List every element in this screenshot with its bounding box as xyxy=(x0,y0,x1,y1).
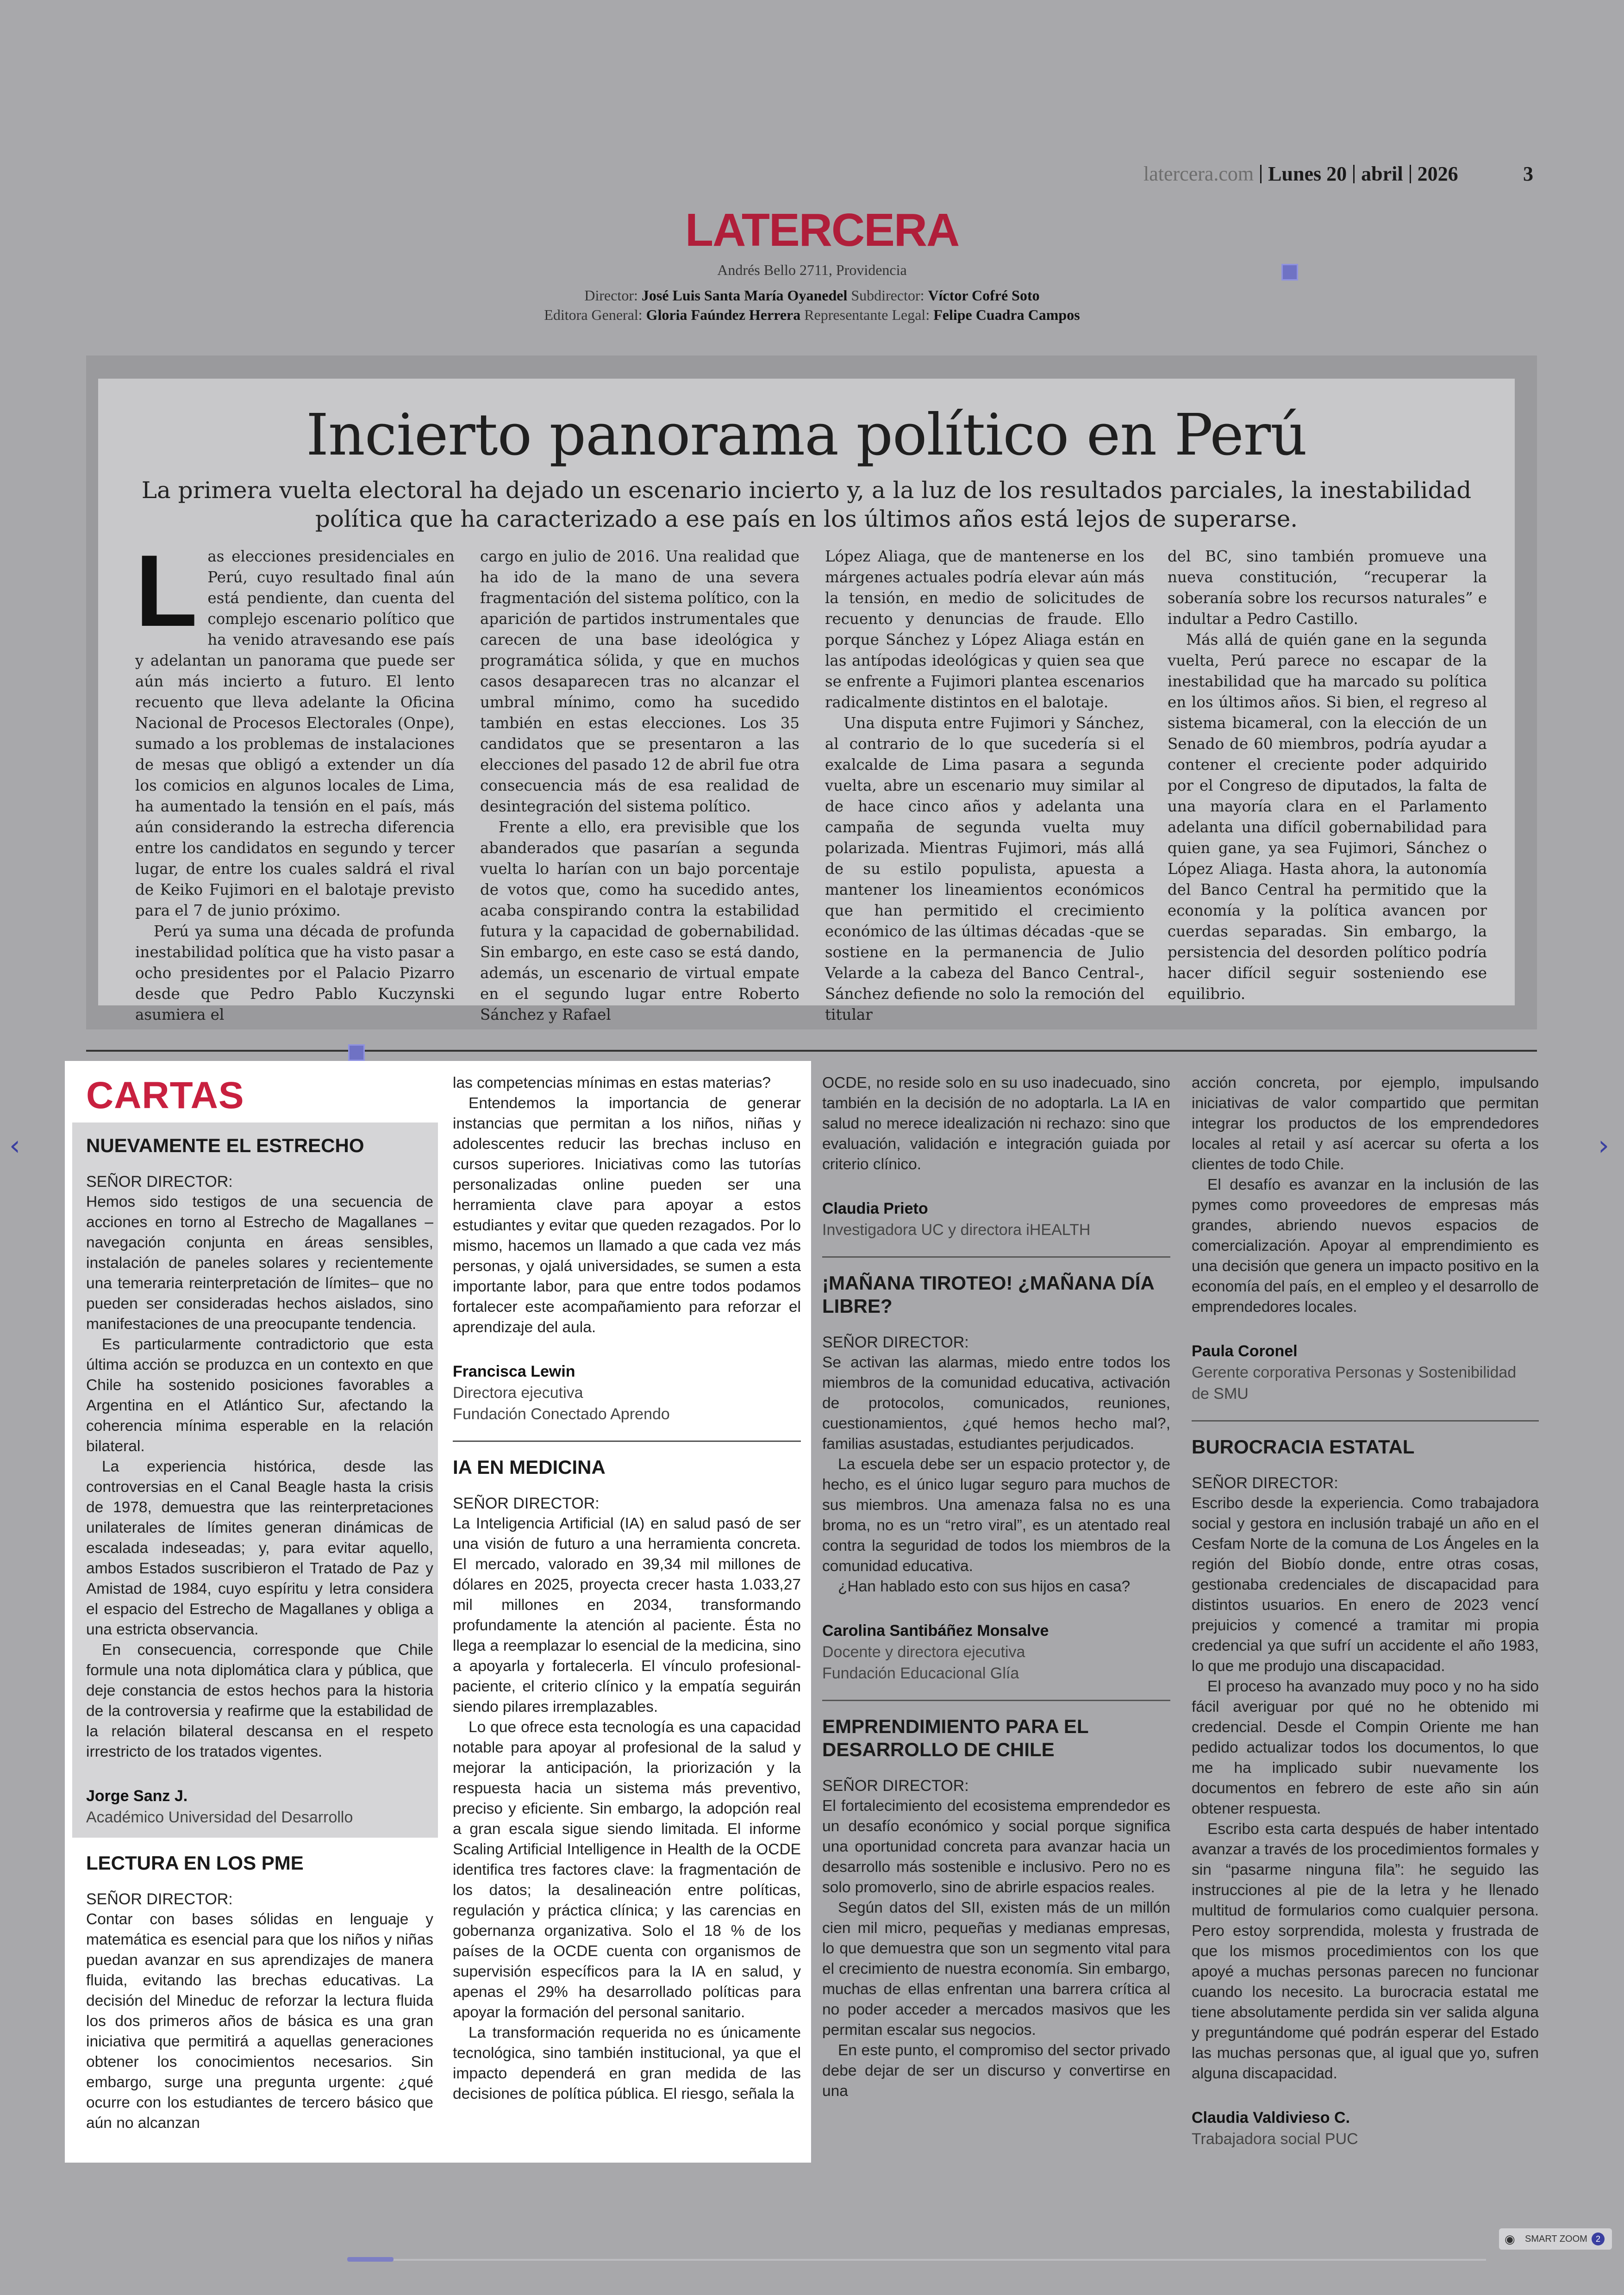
page-number: 3 xyxy=(1523,162,1533,185)
editora-name: Gloria Faúndez Herrera xyxy=(646,306,801,323)
letter-title: EMPRENDIMIENTO PARA EL DESARROLLO DE CHILE xyxy=(822,1715,1088,1760)
letter-body: La Inteligencia Artificial (IA) en salud pasó de ser una visión de futuro a una herramienta concreta. El mercado, valorado en 39,34 mil millones de dólares en 2025, proyecta crecer hasta 1.033,27 mil millones en 2034, transformando profundamente la atención al paciente. Ésta no llega a reemplazar lo esencial de la medicina, sino a apoyarla y fortalecerla. El vínculo profesional-paciente, el criterio clínico y la empatía seguirán siendo pilares irremplazables. Lo que ofrece esta tecnología es una capacidad notable para apoyar al profesional de la salud y mejorar la anticipación, la priorización y la respuesta hacia un sistema más preventivo, preciso y eficiente. Sin embargo, la adopción real a gran escala sigue siendo limitada. El informe Scaling Artificial Intelligence in Health de la OCDE identifica tres factores clave: la fragmentación de los datos; la desalineación entre políticas, regulación y práctica clínica; y las carencias en gobernanza organizativa. Solo el 18 % de los países de la OCDE cuenta con organismos de supervisión específicos para la IA en salud, y apenas el 29% ha desarrollado políticas para apoyar la formación del personal sanitario. La transformación requerida no es únicamente tecnológica, sino también institucional, ya que el impacto dependerá en gran medida de las decisiones de política pública. El riesgo, señala la xyxy=(453,1515,801,2102)
letter-salutation: SEÑOR DIRECTOR: xyxy=(453,1495,600,1512)
letter-divider xyxy=(822,1256,1170,1258)
newspaper-logo: LATERCERA xyxy=(685,204,959,256)
editorial-deck: La primera vuelta electoral ha dejado un escenario incierto y, a la luz de los resultados parciales, la inestabilidad política que ha caracterizado a ese país en los últimos años está lejos de superarse. xyxy=(141,477,1472,532)
letter-body-continued: OCDE, no reside solo en su uso inadecuado, sino también en la decisión de no adoptarla. La IA en salud no merece idealización ni rechazo: sino que evaluación, validación e integración guiada por criterio clínico. xyxy=(822,1074,1170,1173)
page-scrollbar-thumb[interactable] xyxy=(347,2257,394,2262)
letter-author: Jorge Sanz J. xyxy=(86,1787,188,1805)
staff-line-1: Director: José Luis Santa María Oyanedel Subdirector: Víctor Cofré Soto xyxy=(584,287,1040,304)
letter-author: Paula Coronel xyxy=(1192,1342,1298,1360)
date-year: 2026 xyxy=(1417,162,1458,185)
section-divider xyxy=(86,1050,1537,1052)
letter-body: Se activan las alarmas, miedo entre todos los miembros de la comunidad educativa, activación de protocolos, comunicados, reuniones, cuestionamientos, ¿qué hemos hecho mal?, familias asustadas, estudiantes perjudicados. La escuela debe ser un espacio protector y, de hecho, es el único lugar seguro para muchos de sus miembros. Una amenaza falsa no es una broma, no es un “retro viral”, es un atentado real contra la seguridad de todos los miembros de la comunidad educativa. ¿Han hablado esto con sus hijos en casa? xyxy=(822,1354,1170,1595)
editorial-column-4: del BC, sino también promueve una nueva constitución, “recuperar la soberanía sobre los recursos naturales” e indultar a Pedro Castillo. Más allá de quién gane en la segunda vuelta, Perú parece no escapar de la inestabilidad que ha marcado su política en los últimos años. Si bien, el regreso al sistema bicameral, con la elección de un Senado de 60 miembros, podría ayudar a contener el creciente poder adquirido por el Congreso de diputados, la falta de una mayoría clara en el Parlamento adelanta una difícil gobernabilidad para quien gane, ya sea Fujimori, Sánchez o López Aliaga. Hasta ahora, la autonomía del Banco Central ha permitido que la economía y la política avancen por cuerdas separadas. Sin embargo, la persistencia del desorden político podría hacer difícil seguir sosteniendo ese equilibrio. xyxy=(1168,548,1487,1003)
editorial-title: Incierto panorama político en Perú xyxy=(306,402,1307,468)
letter-divider xyxy=(453,1441,801,1442)
drop-cap: L xyxy=(135,534,198,648)
chevron-right-icon: › xyxy=(1598,1129,1609,1162)
letter-salutation: SEÑOR DIRECTOR: xyxy=(822,1334,969,1351)
dateline xyxy=(1143,162,1458,186)
letter-body: Escribo desde la experiencia. Como trabajadora social y gestora en inclusión trabajé un año en el Cesfam Norte de la comuna de Los Ángeles en la región del Biobío donde, entre otras cosas, gestionaba credenciales de discapacidad para distintos usuarios. En enero de 2023 vencí prejuicios y comencé a tramitar mi propia credencial ya que sufrí un accidente el año 1983, lo que me produjo una discapacidad. El proceso ha avanzado muy poco y no ha sido fácil averiguar por qué no he obtenido mi credencial. Desde el Compin Oriente me han pedido actualizar todos los documentos, lo que me ha implicado subir nuevamente los documentos en febrero de este año sin aún obtener respuesta. Escribo esta carta después de haber intentado avanzar a través de los procedimientos formales y sin “pasarme ninguna fila”: he seguido las instrucciones al pie de la letra y he llenado multitud de formularios como cualquier persona. Pero estoy sorprendida, molesta y frustrada de que los mismos procedimientos con los que apoyé a muchas personas parecen no funcionar cuando los necesito. La burocracia estatal me tiene absolutamente perdida sin ver salida alguna y preguntándome qué podrán esperar del Estado las muchas personas que, al igual que yo, sufren alguna discapacidad. xyxy=(1192,1495,1539,2082)
smart-zoom-badge: 2 xyxy=(1592,2233,1605,2245)
letters-column-1 xyxy=(86,1134,433,1828)
letter-salutation: SEÑOR DIRECTOR: xyxy=(86,1173,233,1191)
editorial-column-1: Las elecciones presidenciales en Perú, cuyo resultado final aún está pendiente, dan cuenta del complejo escenario político que ha venido atravesando ese país y adelantan un panorama que puede ser aún más incierto a futuro. El lento recuento que lleva adelante la Oficina Nacional de Procesos Electorales (Onpe), sumado a los problemas de instalaciones de mesas que obligó a extender un día los comicios en algunos locales de Lima, ha aumentado la tensión en el país, más aún considerando la estrecha diferencia entre los candidatos en segundo y tercer lugar, de entre los cuales saldrá el rival de Keiko Fujimori en el balotaje previsto para el 7 de junio próximo. Perú ya suma una década de profunda inestabilidad política que ha visto pasar a ocho presidentes por el Palacio Pizarro desde que Pedro Pablo Kuczynski asumiera el xyxy=(135,534,455,1023)
letter-title: BUROCRACIA ESTATAL xyxy=(1192,1436,1415,1458)
letter-author: Claudia Prieto xyxy=(822,1200,928,1217)
annotation-marker-2[interactable] xyxy=(348,1044,365,1061)
letters-column-4 xyxy=(1192,1073,1539,2150)
smart-zoom-button[interactable] xyxy=(1499,2228,1612,2250)
letter-title: ¡MAÑANA TIROTEO! ¿MAÑANA DÍA LIBRE? xyxy=(822,1272,1154,1317)
site-name: latercera.com xyxy=(1143,162,1254,185)
next-page-button[interactable] xyxy=(1598,1129,1609,1162)
address: Andrés Bello 2711, Providencia xyxy=(717,262,907,278)
letters-section-title: CARTAS xyxy=(86,1074,244,1116)
eye-icon: ◉ xyxy=(1505,2232,1515,2246)
letter-signature: Jorge Sanz J. Académico Universidad del Desarrollo xyxy=(86,1787,353,1826)
letter-signature: Paula Coronel Gerente corporativa Personas y Sostenibilidad de SMU xyxy=(1192,1342,1517,1403)
letter-signature: Francisca Lewin Directora ejecutiva Fundación Conectado Aprendo xyxy=(453,1363,670,1423)
letter-divider xyxy=(1192,1420,1539,1422)
letter-signature: Carolina Santibáñez Monsalve Docente y directora ejecutiva Fundación Educacional Glía xyxy=(822,1622,1049,1682)
director-name: José Luis Santa María Oyanedel xyxy=(641,287,848,304)
letter-signature: Claudia Valdivieso C. Trabajadora social PUC xyxy=(1192,2109,1358,2148)
staff-line-2: Editora General: Gloria Faúndez Herrera Representante Legal: Felipe Cuadra Campos xyxy=(544,306,1080,323)
subdirector-name: Víctor Cofré Soto xyxy=(928,287,1040,304)
letter-author: Carolina Santibáñez Monsalve xyxy=(822,1622,1049,1640)
date-day: Lunes 20 xyxy=(1268,162,1347,185)
letter-body: El fortalecimiento del ecosistema emprendedor es un desafío económico y social porque significa una oportunidad concreta para avanzar hacia un desarrollo más sostenible e inclusivo. Pero no es solo promoverlo, sino de abrirle espacios reales. Según datos del SII, existen más de un millón cien mil micro, pequeñas y medianas empresas, lo que demuestra que son un segmento vital para el crecimiento de nuestra economía. Sin embargo, muchas de ellas enfrentan una barrera crítica al no poder acceder a mercados masivos que les permitan escalar sus negocios. En este punto, el compromiso del sector privado debe dejar de ser un discurso y convertirse en una xyxy=(822,1797,1170,2100)
letter-divider xyxy=(822,1700,1170,1701)
letter-body-continued: las competencias mínimas en estas materias? Entendemos la importancia de generar instancias que permitan a los niños, niñas y adolescentes reducir las brechas incluso en cursos superiores. Iniciativas como las tutorías personalizadas online pueden ser una herramienta clave para apoyar a estos estudiantes y evitar que queden rezagados. Por lo mismo, hacemos un llamado a que cada vez más personas, y ojalá universidades, se sumen a esta importante labor, para que entre todos podamos fortalecer este acompañamiento para reforzar el aprendizaje del aula. xyxy=(453,1074,801,1336)
letter-author: Francisca Lewin xyxy=(453,1363,575,1380)
letters-column-1b xyxy=(86,1852,433,2133)
letter-title: NUEVAMENTE EL ESTRECHO xyxy=(86,1135,364,1156)
chevron-left-icon: ‹ xyxy=(9,1129,20,1162)
letter-salutation: SEÑOR DIRECTOR: xyxy=(822,1777,969,1795)
page-scrollbar-track[interactable] xyxy=(347,2259,1486,2261)
letter-signature: Claudia Prieto Investigadora UC y directora iHEALTH xyxy=(822,1200,1091,1239)
letter-title: IA EN MEDICINA xyxy=(453,1456,606,1478)
date-month: abril xyxy=(1361,162,1403,185)
legal-name: Felipe Cuadra Campos xyxy=(933,306,1080,323)
letter-body: Hemos sido testigos de una secuencia de acciones en torno al Estrecho de Magallanes –navegación conjunta en áreas sensibles, instalación de paneles solares y recientemente una temeraria reinterpretación de límites– que no pueden ser consideradas hechos aislados, sino manifestaciones de una preocupante tendencia. Es particularmente contradictorio que esta última acción se produzca en un contexto en que Chile ha sostenido posiciones favorables a Argentina en el Atlántico Sur, afectando la coherencia mínima esperable en la relación bilateral. La experiencia histórica, desde las controversias en el Canal Beagle hasta la crisis de 1978, demuestra que las reinterpretaciones unilaterales de límites generan dinámicas de escalada indeseadas; y, para evitar aquello, ambos Estados suscribieron el Tratado de Paz y Amistad de 1984, cuyo espíritu y letra considera el espacio del Estrecho de Magallanes y obliga a una estricta observancia. En consecuencia, corresponde que Chile formule una nota diplomática clara y pública, que deje constancia de estos hechos para la historia de la controversia y reafirme que la estabilidad de la relación bilateral descansa en el respeto irrestricto de los tratados vigentes. xyxy=(86,1193,433,1760)
letters-column-2 xyxy=(453,1073,801,2104)
letter-title: LECTURA EN LOS PME xyxy=(86,1852,304,1874)
smart-zoom-label: SMART ZOOM xyxy=(1525,2234,1587,2244)
previous-page-button[interactable] xyxy=(9,1129,20,1162)
letter-salutation: SEÑOR DIRECTOR: xyxy=(1192,1474,1338,1492)
editorial-column-3: López Aliaga, que de mantenerse en los márgenes actuales podría elevar aún más la tensión, en medio de solicitudes de recuento y denuncias de fraude. Ello porque Sánchez y López Aliaga están en las antípodas ideológicas y quien sea que se enfrente a Fujimori plantea escenarios radicalmente distintos en el balotaje. Una disputa entre Fujimori y Sánchez, al contrario de lo que sucedería si el exalcalde de Lima pasara a segunda vuelta, abre un escenario muy similar al de hace cinco años y adelanta una campaña de segunda vuelta muy polarizada. Mientras Fujimori, más allá de su estilo populista, apuesta a mantener los lineamientos económicos que han permitido el crecimiento económico de las últimas décadas -que se sostiene en la permanencia de Julio Velarde a la cabeza del Banco Central-, Sánchez defiende no solo la remoción del titular xyxy=(825,548,1144,1023)
letter-author: Claudia Valdivieso C. xyxy=(1192,2109,1350,2127)
editorial xyxy=(98,379,1515,1023)
letter-body-continued: acción concreta, por ejemplo, impulsando iniciativas de valor compartido que permitan integrar los productos de los emprendedores locales al retail y así acercar su oferta a los clientes de todo Chile. El desafío es avanzar en la inclusión de las pymes como proveedores de empresas más grandes, abriendo nuevos espacios de comercialización. Apoyar al emprendimiento es una decisión que genera un impacto positivo en la economía del país, en el empleo y el desarrollo de emprendedores locales. xyxy=(1192,1074,1539,1316)
letter-salutation: SEÑOR DIRECTOR: xyxy=(86,1890,233,1908)
letter-body: Contar con bases sólidas en lenguaje y matemática es esencial para que los niños y niñas puedan avanzar en sus aprendizajes de manera fluida, evitando las brechas educativas. La decisión del Mineduc de reforzar la lectura fluida los dos primeros años de básica es una gran iniciativa que permitirá a aquellas generaciones obtener los conocimientos necesarios. Sin embargo, surge una pregunta urgente: ¿qué ocurre con los estudiantes de tercero básico que aún no alcanzan xyxy=(86,1911,433,2132)
letters-column-3 xyxy=(822,1073,1170,2102)
editorial-column-2: cargo en julio de 2016. Una realidad que ha ido de la mano de una severa fragmentación del sistema político, con la aparición de partidos instrumentales que carecen de una base ideológica y programática sólida, y que en muchos casos desaparecen tras no alcanzar el umbral mínimo, como ha sucedido también en estas elecciones. Los 35 candidatos que se presentaron a las elecciones del pasado 12 de abril fue otra consecuencia más de esa realidad de desintegración del sistema político. Frente a ello, era previsible que los abanderados que pasarían a segunda vuelta lo harían con un bajo porcentaje de votos que, como ha sucedido antes, acaba conspirando contra la estabilidad futura y la capacidad de gobernabilidad. Sin embargo, en este caso se está dando, además, un escenario de virtual empate en el segundo lugar entre Roberto Sánchez y Rafael xyxy=(480,548,800,1023)
annotation-marker[interactable] xyxy=(1281,264,1298,281)
